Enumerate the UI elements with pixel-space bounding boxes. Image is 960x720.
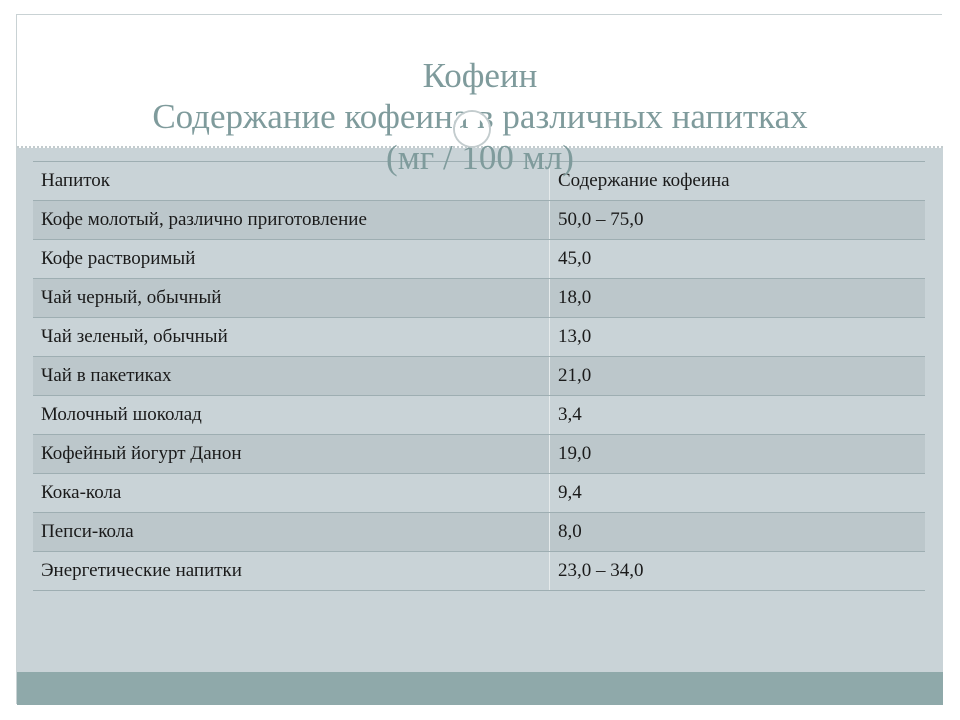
table-row [33,552,925,591]
header-caffeine: Содержание кофеина [550,162,926,201]
caffeine-cell: 23,0 – 34,0 [550,552,926,591]
circle-ornament-icon [455,112,489,146]
drink-cell: Чай зеленый, обычный [33,318,550,357]
table-row [33,513,925,552]
table-row [33,201,925,240]
table-row [33,396,925,435]
caffeine-cell: 50,0 – 75,0 [550,201,926,240]
drink-cell: Молочный шоколад [33,396,550,435]
caffeine-cell: 3,4 [550,396,926,435]
caffeine-cell: 45,0 [550,240,926,279]
drink-cell: Чай черный, обычный [33,279,550,318]
caffeine-cell: 18,0 [550,279,926,318]
drink-cell: Кофе молотый, различно приготовление [33,201,550,240]
bottom-band [17,672,943,705]
drink-cell: Энергетические напитки [33,552,550,591]
slide [16,14,942,704]
table-row [33,474,925,513]
caffeine-table [33,161,925,591]
header-drink: Напиток [33,162,550,201]
table-row [33,240,925,279]
title-line-2: Содержание кофеина в различных напитках [152,97,808,136]
drink-cell: Кофе растворимый [33,240,550,279]
table-row [33,357,925,396]
table-row [33,279,925,318]
caffeine-cell: 9,4 [550,474,926,513]
drink-cell: Чай в пакетиках [33,357,550,396]
table-row [33,435,925,474]
caffeine-cell: 21,0 [550,357,926,396]
caffeine-cell: 8,0 [550,513,926,552]
caffeine-cell: 19,0 [550,435,926,474]
drink-cell: Кока-кола [33,474,550,513]
title-line-3: (мг / 100 мл) [386,138,574,177]
caffeine-cell: 13,0 [550,318,926,357]
drink-cell: Пепси-кола [33,513,550,552]
drink-cell: Кофейный йогурт Данон [33,435,550,474]
title-line-1: Кофеин [422,56,538,95]
table-row [33,318,925,357]
